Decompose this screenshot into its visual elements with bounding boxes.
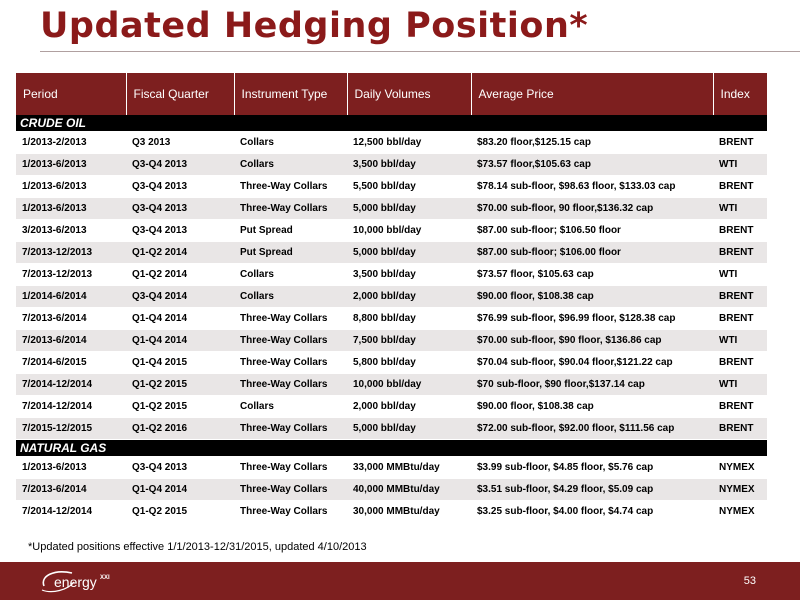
cell-average-price: $87.00 sub-floor; $106.50 floor [471, 220, 713, 242]
table-row [16, 352, 767, 374]
cell-instrument-type: Three-Way Collars [234, 308, 347, 330]
section-header-row [16, 440, 767, 457]
footer-bar [0, 562, 800, 600]
cell-period: 1/2013-2/2013 [16, 132, 126, 154]
cell-average-price: $70 sub-floor, $90 floor,$137.14 cap [471, 374, 713, 396]
cell-fiscal-quarter: Q1-Q2 2015 [126, 501, 234, 523]
header-daily-volumes: Daily Volumes [347, 73, 471, 115]
table-row [16, 264, 767, 286]
cell-average-price: $72.00 sub-floor, $92.00 floor, $111.56 cap [471, 418, 713, 440]
section-header-row [16, 115, 767, 132]
cell-daily-volumes: 2,000 bbl/day [347, 396, 471, 418]
cell-period: 7/2014-12/2014 [16, 396, 126, 418]
cell-fiscal-quarter: Q3-Q4 2013 [126, 457, 234, 479]
cell-instrument-type: Put Spread [234, 220, 347, 242]
cell-average-price: $76.99 sub-floor, $96.99 floor, $128.38 cap [471, 308, 713, 330]
cell-instrument-type: Three-Way Collars [234, 374, 347, 396]
cell-period: 7/2014-12/2014 [16, 501, 126, 523]
cell-instrument-type: Collars [234, 154, 347, 176]
cell-period: 7/2014-12/2014 [16, 374, 126, 396]
cell-instrument-type: Collars [234, 264, 347, 286]
cell-fiscal-quarter: Q1-Q2 2016 [126, 418, 234, 440]
cell-instrument-type: Put Spread [234, 242, 347, 264]
cell-daily-volumes: 10,000 bbl/day [347, 220, 471, 242]
section-label: NATURAL GAS [16, 440, 767, 457]
cell-daily-volumes: 33,000 MMBtu/day [347, 457, 471, 479]
cell-average-price: $83.20 floor,$125.15 cap [471, 132, 713, 154]
table-row [16, 286, 767, 308]
cell-daily-volumes: 8,800 bbl/day [347, 308, 471, 330]
header-index: Index [713, 73, 767, 115]
logo-text: energy [54, 574, 97, 590]
cell-daily-volumes: 5,000 bbl/day [347, 242, 471, 264]
cell-period: 7/2013-12/2013 [16, 242, 126, 264]
cell-instrument-type: Collars [234, 286, 347, 308]
cell-daily-volumes: 5,800 bbl/day [347, 352, 471, 374]
cell-index: BRENT [713, 352, 767, 374]
table-row [16, 374, 767, 396]
cell-instrument-type: Three-Way Collars [234, 457, 347, 479]
cell-period: 1/2014-6/2014 [16, 286, 126, 308]
cell-fiscal-quarter: Q1-Q4 2015 [126, 352, 234, 374]
cell-period: 7/2013-6/2014 [16, 479, 126, 501]
cell-index: WTI [713, 198, 767, 220]
header-average-price: Average Price [471, 73, 713, 115]
cell-daily-volumes: 7,500 bbl/day [347, 330, 471, 352]
cell-instrument-type: Three-Way Collars [234, 176, 347, 198]
cell-index: WTI [713, 374, 767, 396]
cell-daily-volumes: 5,000 bbl/day [347, 418, 471, 440]
cell-daily-volumes: 40,000 MMBtu/day [347, 479, 471, 501]
cell-instrument-type: Three-Way Collars [234, 479, 347, 501]
cell-fiscal-quarter: Q3-Q4 2013 [126, 176, 234, 198]
cell-fiscal-quarter: Q1-Q4 2014 [126, 308, 234, 330]
header-period: Period [16, 73, 126, 115]
cell-daily-volumes: 5,000 bbl/day [347, 198, 471, 220]
cell-fiscal-quarter: Q3-Q4 2014 [126, 286, 234, 308]
cell-period: 7/2013-6/2014 [16, 330, 126, 352]
cell-average-price: $3.99 sub-floor, $4.85 floor, $5.76 cap [471, 457, 713, 479]
cell-index: BRENT [713, 176, 767, 198]
hedging-table-container [16, 73, 767, 523]
cell-period: 1/2013-6/2013 [16, 457, 126, 479]
cell-instrument-type: Three-Way Collars [234, 418, 347, 440]
cell-daily-volumes: 3,500 bbl/day [347, 154, 471, 176]
cell-instrument-type: Collars [234, 132, 347, 154]
cell-average-price: $70.04 sub-floor, $90.04 floor,$121.22 cap [471, 352, 713, 374]
cell-daily-volumes: 3,500 bbl/day [347, 264, 471, 286]
cell-index: BRENT [713, 286, 767, 308]
cell-index: BRENT [713, 220, 767, 242]
table-header-row [16, 73, 767, 115]
table-row [16, 176, 767, 198]
hedging-table [16, 73, 767, 523]
cell-index: BRENT [713, 242, 767, 264]
cell-daily-volumes: 30,000 MMBtu/day [347, 501, 471, 523]
cell-fiscal-quarter: Q1-Q2 2014 [126, 264, 234, 286]
cell-average-price: $70.00 sub-floor, 90 floor,$136.32 cap [471, 198, 713, 220]
cell-average-price: $73.57 floor,$105.63 cap [471, 154, 713, 176]
cell-period: 7/2013-12/2013 [16, 264, 126, 286]
cell-index: NYMEX [713, 457, 767, 479]
cell-average-price: $3.25 sub-floor, $4.00 floor, $4.74 cap [471, 501, 713, 523]
energy-xxi-logo [34, 566, 144, 596]
section-label: CRUDE OIL [16, 115, 767, 132]
table-row [16, 308, 767, 330]
table-row [16, 396, 767, 418]
table-row [16, 418, 767, 440]
cell-average-price: $3.51 sub-floor, $4.29 floor, $5.09 cap [471, 479, 713, 501]
cell-index: BRENT [713, 132, 767, 154]
cell-period: 1/2013-6/2013 [16, 154, 126, 176]
table-body [16, 115, 767, 523]
cell-average-price: $90.00 floor, $108.38 cap [471, 396, 713, 418]
cell-period: 7/2014-6/2015 [16, 352, 126, 374]
cell-index: WTI [713, 154, 767, 176]
page-number: 53 [743, 575, 756, 587]
table-row [16, 154, 767, 176]
cell-average-price: $90.00 floor, $108.38 cap [471, 286, 713, 308]
cell-period: 7/2015-12/2015 [16, 418, 126, 440]
cell-index: BRENT [713, 418, 767, 440]
header-instrument-type: Instrument Type [234, 73, 347, 115]
cell-fiscal-quarter: Q3-Q4 2013 [126, 220, 234, 242]
cell-fiscal-quarter: Q1-Q4 2014 [126, 479, 234, 501]
cell-fiscal-quarter: Q3-Q4 2013 [126, 154, 234, 176]
cell-average-price: $78.14 sub-floor, $98.63 floor, $133.03 cap [471, 176, 713, 198]
cell-instrument-type: Three-Way Collars [234, 330, 347, 352]
cell-instrument-type: Three-Way Collars [234, 501, 347, 523]
table-row [16, 501, 767, 523]
cell-average-price: $70.00 sub-floor, $90 floor, $136.86 cap [471, 330, 713, 352]
table-row [16, 132, 767, 154]
cell-fiscal-quarter: Q3-Q4 2013 [126, 198, 234, 220]
cell-daily-volumes: 2,000 bbl/day [347, 286, 471, 308]
cell-fiscal-quarter: Q1-Q2 2015 [126, 374, 234, 396]
cell-index: NYMEX [713, 501, 767, 523]
cell-fiscal-quarter: Q1-Q2 2015 [126, 396, 234, 418]
cell-index: BRENT [713, 308, 767, 330]
cell-index: BRENT [713, 396, 767, 418]
footnote: *Updated positions effective 1/1/2013-12/31/2015, updated 4/10/2013 [28, 541, 367, 553]
logo-suffix: XXI [100, 575, 110, 581]
cell-instrument-type: Collars [234, 396, 347, 418]
cell-daily-volumes: 12,500 bbl/day [347, 132, 471, 154]
cell-period: 3/2013-6/2013 [16, 220, 126, 242]
cell-period: 1/2013-6/2013 [16, 198, 126, 220]
table-row [16, 457, 767, 479]
cell-fiscal-quarter: Q1-Q4 2014 [126, 330, 234, 352]
cell-index: WTI [713, 330, 767, 352]
table-row [16, 479, 767, 501]
cell-fiscal-quarter: Q1-Q2 2014 [126, 242, 234, 264]
table-row [16, 220, 767, 242]
page-title: Updated Hedging Position* [40, 6, 589, 46]
cell-daily-volumes: 10,000 bbl/day [347, 374, 471, 396]
title-divider [40, 51, 800, 52]
cell-daily-volumes: 5,500 bbl/day [347, 176, 471, 198]
table-row [16, 242, 767, 264]
cell-index: NYMEX [713, 479, 767, 501]
cell-period: 1/2013-6/2013 [16, 176, 126, 198]
cell-index: WTI [713, 264, 767, 286]
cell-instrument-type: Three-Way Collars [234, 352, 347, 374]
cell-average-price: $87.00 sub-floor; $106.00 floor [471, 242, 713, 264]
cell-instrument-type: Three-Way Collars [234, 198, 347, 220]
table-row [16, 330, 767, 352]
cell-period: 7/2013-6/2014 [16, 308, 126, 330]
cell-fiscal-quarter: Q3 2013 [126, 132, 234, 154]
table-row [16, 198, 767, 220]
header-fiscal-quarter: Fiscal Quarter [126, 73, 234, 115]
cell-average-price: $73.57 floor, $105.63 cap [471, 264, 713, 286]
